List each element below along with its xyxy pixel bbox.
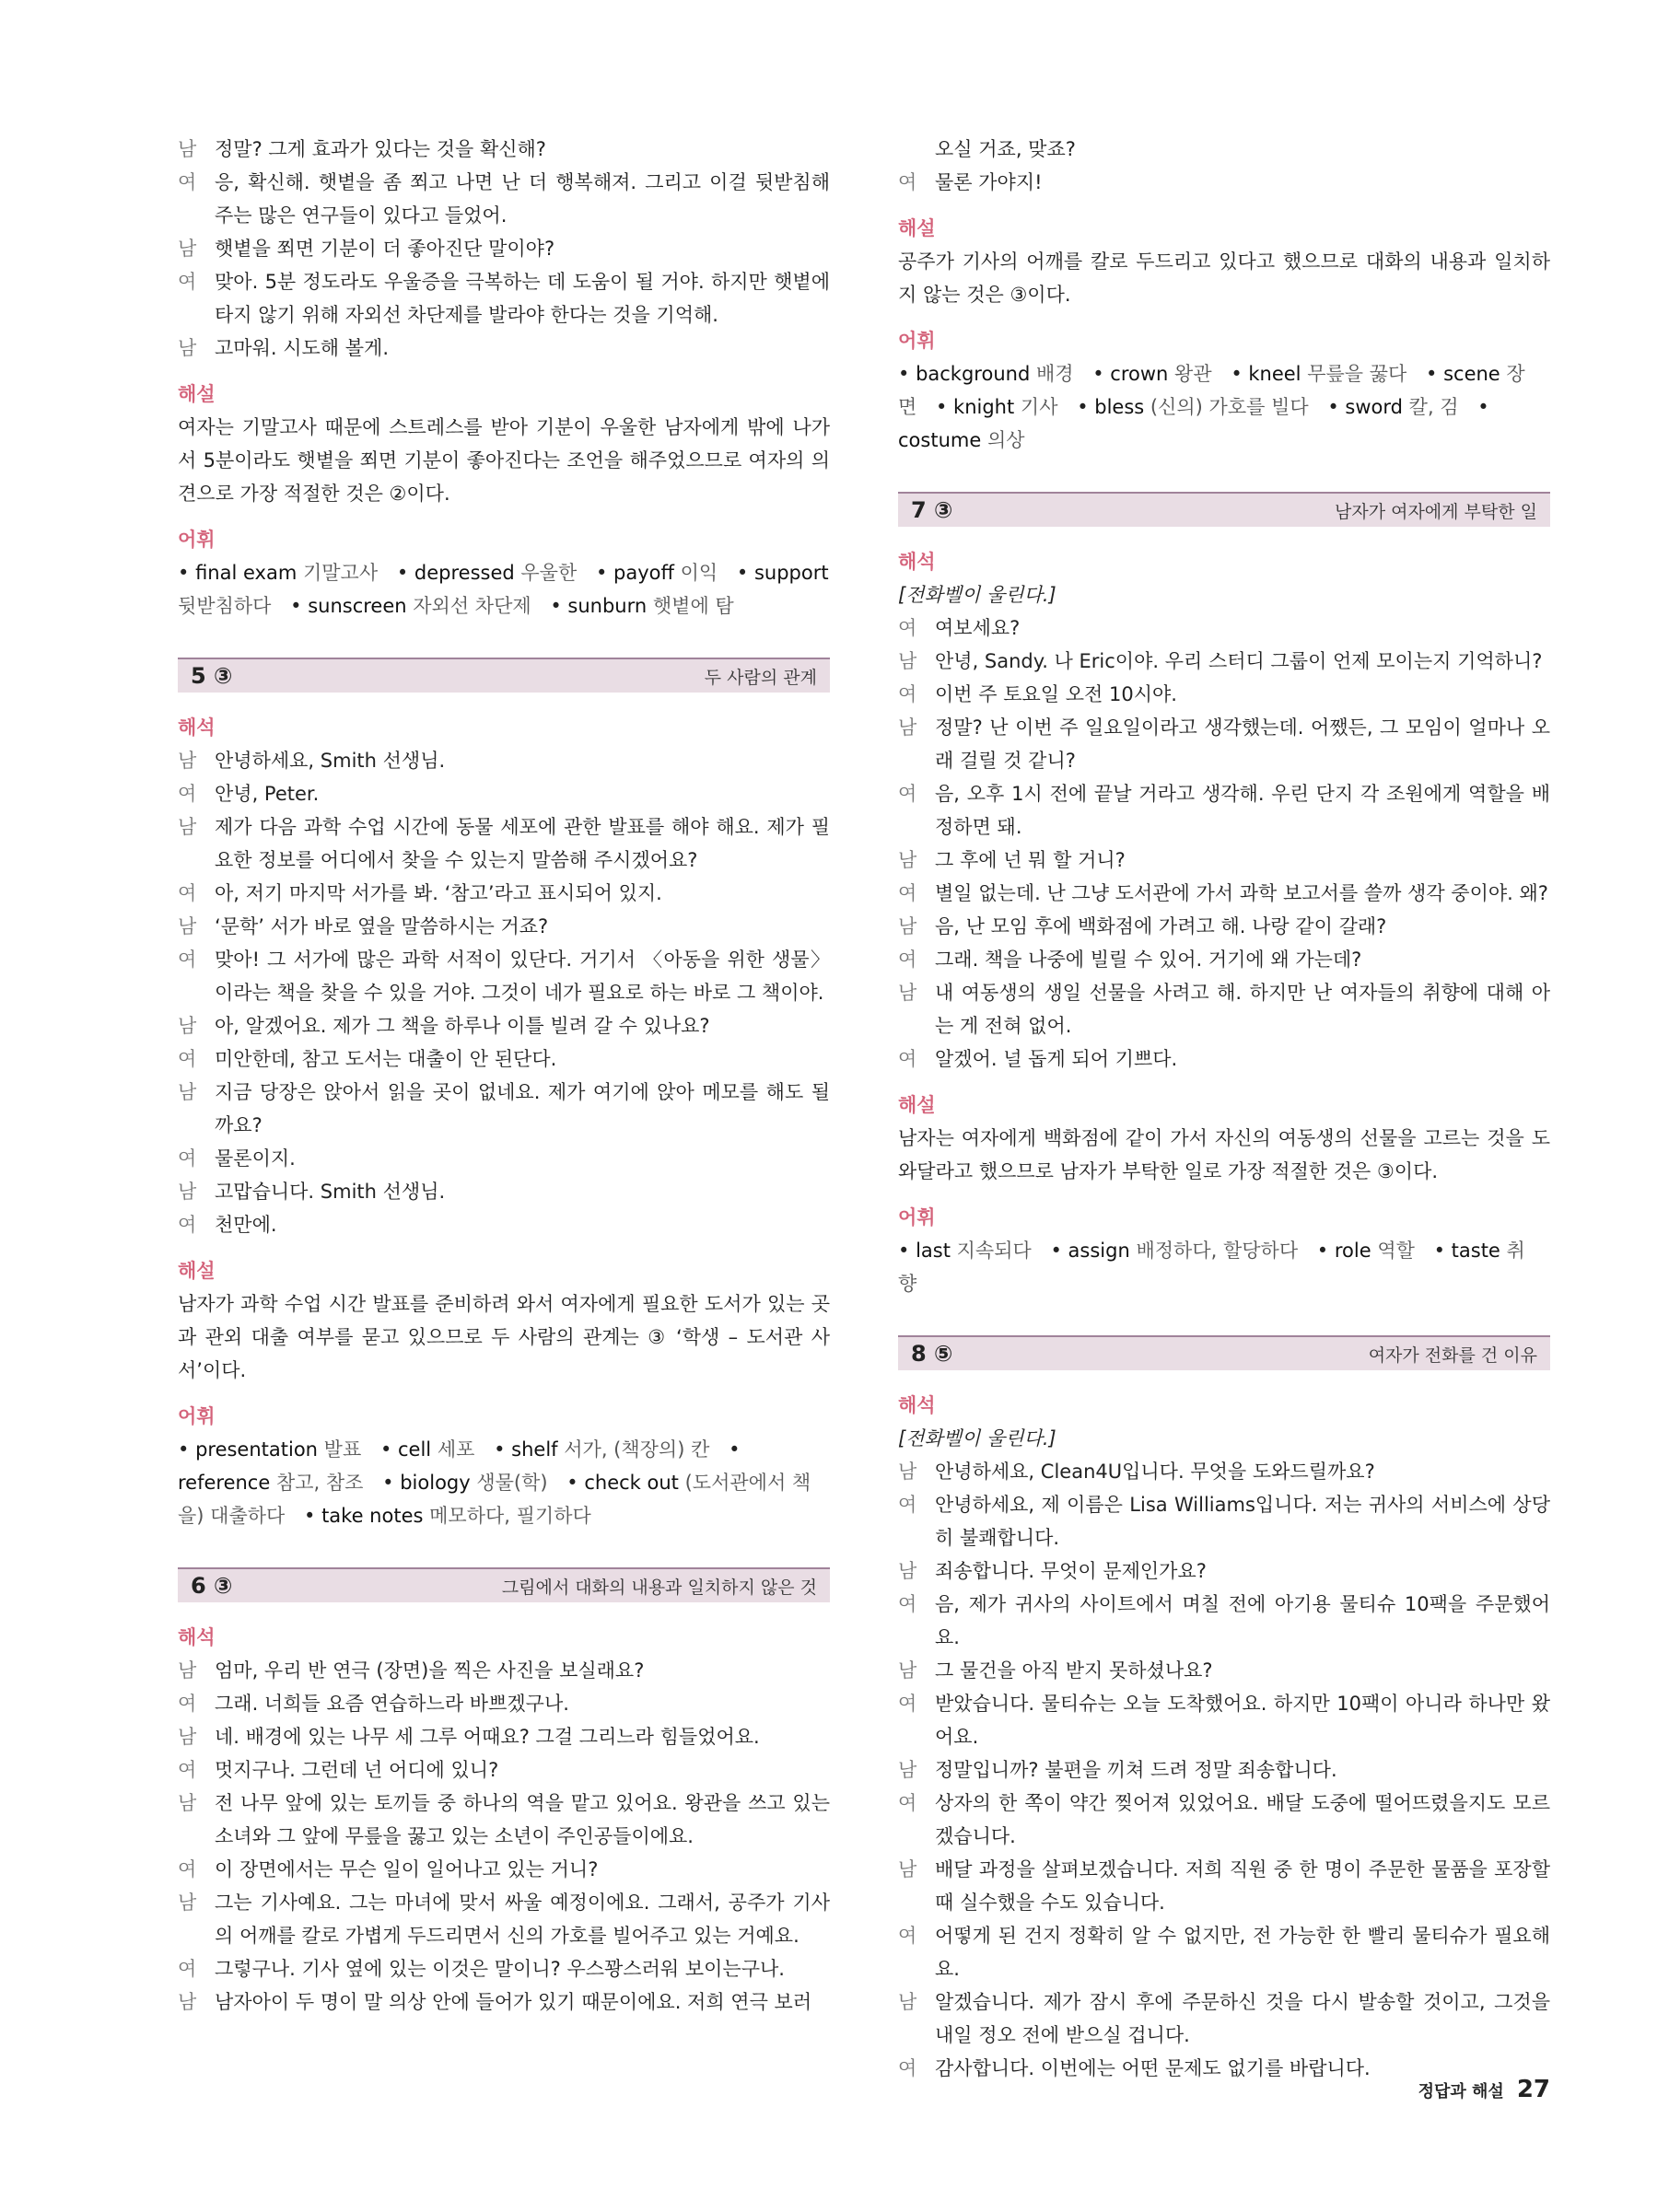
speaker-label: 남 (898, 849, 917, 871)
vocab-item (898, 1240, 1032, 1262)
vocab-english: cell (398, 1438, 432, 1461)
speaker-label: 남 (898, 1461, 917, 1483)
dialogue-text: 알겠어. 널 돕게 되어 기쁘다. (935, 1048, 1178, 1070)
dialogue-line (898, 1488, 1550, 1554)
section-6-explanation-label: 해설 (898, 217, 936, 239)
dialogue-text: 멋지구나. 그런데 넌 어디에 있니? (215, 1759, 499, 1781)
vocab-item (1092, 363, 1211, 385)
section-5-explanation: 남자가 과학 수업 시간 발표를 준비하려 와서 여자에게 필요한 도서가 있는 곳과 관외 대출 여부를 묻고 있으므로 두 사람의 관계는 ③ ‘학생 – 도서관 사서’이다. (178, 1293, 830, 1381)
vocab-english: support (753, 562, 829, 584)
vocab-english: role (1334, 1240, 1371, 1262)
dialogue-text: 네. 배경에 있는 나무 세 그루 어때요? 그걸 그리느라 힘들었어요. (215, 1726, 760, 1748)
dialogue-text: ‘문학’ 서가 바로 옆을 말씀하시는 거죠? (215, 915, 549, 937)
dialogue-text: 그 후에 넌 뭐 할 거니? (935, 849, 1126, 871)
section-6-explanation: 공주가 기사의 어깨를 칼로 두드리고 있다고 했으므로 대화의 내용과 일치하지 않는 것은 ③이다. (898, 250, 1550, 306)
dialogue-line (178, 910, 830, 943)
bullet-icon: • (494, 1438, 512, 1461)
vocab-english: kneel (1248, 363, 1301, 385)
vocab-english: last (916, 1240, 951, 1262)
bullet-icon: • (379, 1438, 398, 1461)
dialogue-line (898, 943, 1550, 976)
vocab-english: sunburn (567, 595, 648, 617)
vocab-item (1231, 363, 1406, 385)
vocab-english: background (916, 363, 1031, 385)
section-6-dialogue-continued: 오실 거죠, 맞죠? (935, 138, 1076, 160)
vocab-korean: 역할 (1377, 1240, 1415, 1262)
vocab-english: depressed (414, 562, 515, 584)
bullet-icon: • (1477, 396, 1489, 418)
dialogue-line (898, 711, 1550, 777)
speaker-label: 남 (178, 238, 197, 260)
section-4-dialogue (178, 133, 830, 365)
dialogue-text: 지금 당장은 앉아서 읽을 곳이 없네요. 제가 여기에 앉아 메모를 해도 될까요? (215, 1081, 830, 1136)
speaker-label: 여 (898, 949, 917, 971)
dialogue-text: 음, 난 모임 후에 백화점에 가려고 해. 나랑 같이 갈래? (935, 915, 1387, 937)
section-7-translation-label: 해석 (898, 551, 936, 573)
vocab-korean: 기말고사 (302, 562, 379, 584)
vocab-english: final exam (195, 562, 298, 584)
dialogue-text: 응, 확신해. 햇볕을 좀 쬐고 나면 난 더 행복해져. 그리고 이걸 뒷받침해 주는 많은 연구들이 있다고 들었어. (215, 171, 830, 227)
speaker-label: 남 (898, 1858, 917, 1880)
dialogue-text: 이 장면에서는 무슨 일이 일어나고 있는 거니? (215, 1858, 599, 1880)
dialogue-line (898, 910, 1550, 943)
speaker-label: 여 (178, 1147, 197, 1170)
dialogue-text: 안녕, Sandy. 나 Eric이야. 우리 스터디 그룹이 언제 모이는지 기억하니? (935, 650, 1543, 672)
vocab-korean: 왕관 (1174, 363, 1212, 385)
speaker-label: 남 (178, 1726, 197, 1748)
dialogue-text: 물론이지. (215, 1147, 296, 1170)
section-7-explanation: 남자는 여자에게 백화점에 같이 가서 자신의 여동생의 선물을 고르는 것을 도와달라고 했으므로 남자가 부탁한 일로 가장 적절한 것은 ③이다. (898, 1127, 1550, 1182)
vocab-korean: (신의) 가호를 빌다 (1150, 396, 1309, 418)
dialogue-text: 남자아이 두 명이 말 의상 안에 들어가 있기 때문이에요. 저희 연극 보러 (215, 1991, 812, 2013)
dialogue-line (178, 1076, 830, 1142)
vocab-korean: 장면 (898, 363, 1525, 418)
section-7-vocab-label: 어휘 (898, 1206, 936, 1228)
vocab-item (596, 562, 718, 584)
dialogue-line (898, 166, 1550, 199)
dialogue-text: 상자의 한 쪽이 약간 찢어져 있었어요. 배달 도중에 떨어뜨렸을지도 모르겠습니다. (935, 1792, 1550, 1847)
section-7-explanation-label: 해설 (898, 1094, 936, 1116)
vocab-korean: 햇볕에 탐 (652, 595, 734, 617)
section-6-number: 6 ③ (191, 1573, 233, 1599)
dialogue-line (898, 1787, 1550, 1853)
speaker-label: 남 (178, 1181, 197, 1203)
speaker-label: 여 (898, 1593, 917, 1615)
speaker-label: 남 (178, 138, 197, 160)
section-7-title: 남자가 여자에게 부탁한 일 (1334, 501, 1537, 522)
vocab-korean: 취향 (898, 1240, 1525, 1295)
bullet-icon: • (595, 562, 613, 584)
dialogue-line (898, 611, 1550, 645)
section-5-title: 두 사람의 관계 (704, 667, 817, 688)
section-7-dialogue (898, 611, 1550, 1076)
section-7-number: 7 ③ (911, 497, 953, 523)
vocab-korean: 이익 (680, 562, 718, 584)
dialogue-line (898, 1554, 1550, 1588)
dialogue-line (178, 1009, 830, 1042)
section-4-explanation: 여자는 기말고사 때문에 스트레스를 받아 기분이 우울한 남자에게 밖에 나가서 5분이라도 햇볕을 쬐면 기분이 좋아진다는 조언을 해주었으므로 여자의 의견으로 가장 적절한 것은 ②이다. (178, 416, 830, 505)
section-5-number: 5 ③ (191, 663, 233, 689)
speaker-label: 남 (898, 1759, 917, 1781)
vocab-item (936, 396, 1058, 418)
vocab-item (178, 562, 378, 584)
dialogue-line (178, 777, 830, 810)
vocab-korean: 의상 (986, 429, 1025, 451)
dialogue-text: 안녕하세요, Clean4U입니다. 무엇을 도와드릴까요? (935, 1461, 1375, 1483)
vocab-korean: 서가, (책장의) 칸 (564, 1438, 710, 1461)
dialogue-text: 이번 주 토요일 오전 10시야. (935, 683, 1177, 705)
section-7-stage-direction: [전화벨이 울린다.] (898, 584, 1056, 606)
speaker-label: 남 (898, 650, 917, 672)
bullet-icon: • (382, 1472, 401, 1494)
dialogue-line (178, 133, 830, 166)
dialogue-text: 음, 제가 귀사의 사이트에서 며칠 전에 아기용 물티슈 10팩을 주문했어요. (935, 1593, 1550, 1648)
section-6-dialogue (178, 1654, 830, 2019)
dialogue-text: 엄마, 우리 반 연극 (장면)을 찍은 사진을 보실래요? (215, 1659, 645, 1682)
vocab-item (494, 1438, 709, 1461)
vocab-english: take notes (321, 1505, 424, 1527)
vocab-english: payoff (613, 562, 674, 584)
vocab-english: reference (178, 1472, 271, 1494)
vocab-english: shelf (511, 1438, 558, 1461)
speaker-label: 여 (898, 1048, 917, 1070)
bullet-icon: • (898, 363, 916, 385)
speaker-label: 남 (898, 1659, 917, 1682)
speaker-label: 남 (898, 1560, 917, 1582)
bullet-icon: • (550, 595, 568, 617)
speaker-label: 여 (178, 1214, 197, 1236)
speaker-label: 여 (178, 171, 197, 193)
vocab-english: check out (584, 1472, 679, 1494)
page-number: 27 (1516, 2076, 1550, 2103)
dialogue-text: 미안한데, 참고 도서는 대출이 안 된단다. (215, 1048, 557, 1070)
section-5-explanation-label: 해설 (178, 1260, 216, 1282)
dialogue-text: 전 나무 앞에 있는 토끼들 중 하나의 역을 맡고 있어요. 왕관을 쓰고 있는 소녀와 그 앞에 무릎을 꿇고 있는 소년이 주인공들이에요. (215, 1792, 830, 1847)
dialogue-line (898, 777, 1550, 844)
vocab-item (380, 1438, 474, 1461)
vocab-korean: 무릎을 꿇다 (1307, 363, 1407, 385)
dialogue-line (898, 976, 1550, 1042)
vocab-english: knight (953, 396, 1015, 418)
speaker-label: 여 (178, 949, 197, 971)
section-5-vocab (178, 1433, 830, 1532)
vocab-korean: 메모하다, 필기하다 (429, 1505, 591, 1527)
vocab-english: biology (400, 1472, 471, 1494)
vocab-english: taste (1451, 1240, 1500, 1262)
vocab-korean: 배정하다, 할당하다 (1136, 1240, 1299, 1262)
dialogue-text: 죄송합니다. 무엇이 문제인가요? (935, 1560, 1207, 1582)
dialogue-line (178, 877, 830, 910)
dialogue-line (178, 1654, 830, 1687)
speaker-label: 여 (898, 1693, 917, 1715)
dialogue-text: 맞아! 그 서가에 많은 과학 서적이 있단다. 거기서 〈아동을 위한 생물〉이라는 책을 찾을 수 있을 거야. 그것이 네가 필요로 하는 바로 그 책이야. (215, 949, 830, 1004)
bullet-icon: • (1426, 363, 1444, 385)
dialogue-text: 그렇구나. 기사 옆에 있는 이것은 말이니? 우스꽝스러워 보이는구나. (215, 1958, 785, 1980)
speaker-label: 여 (178, 1759, 197, 1781)
bullet-icon: • (1316, 1240, 1335, 1262)
vocab-korean: 칼, 검 (1408, 396, 1459, 418)
dialogue-line (898, 1042, 1550, 1076)
dialogue-line (178, 1787, 830, 1853)
dialogue-text: 감사합니다. 이번에는 어떤 문제도 없기를 바랍니다. (935, 2057, 1371, 2079)
speaker-label: 남 (178, 915, 197, 937)
vocab-item (1317, 1240, 1415, 1262)
section-6-vocab-label: 어휘 (898, 330, 936, 352)
vocab-item (304, 1505, 591, 1527)
dialogue-text: 안녕, Peter. (215, 783, 320, 805)
bullet-icon: • (178, 562, 196, 584)
dialogue-line (178, 1985, 830, 2019)
dialogue-text: 안녕하세요, 제 이름은 Lisa Williams입니다. 저는 귀사의 서비스에 상당히 불쾌합니다. (935, 1494, 1550, 1549)
section-4-explanation-label: 해설 (178, 383, 216, 405)
vocab-korean: 우울한 (520, 562, 578, 584)
speaker-label: 여 (178, 1858, 197, 1880)
dialogue-line (178, 1142, 830, 1175)
page-footer (1418, 2076, 1550, 2103)
dialogue-text: 아, 저기 마지막 서가를 봐. ‘참고’라고 표시되어 있지. (215, 882, 662, 904)
bullet-icon: • (736, 562, 754, 584)
left-column (178, 133, 830, 2019)
right-column (898, 133, 1550, 2085)
dialogue-line (898, 877, 1550, 910)
bullet-icon: • (290, 595, 309, 617)
vocab-korean: 뒷받침하다 (178, 595, 272, 617)
vocab-korean: 발표 (323, 1438, 362, 1461)
vocab-korean: 참고, 참조 (275, 1472, 364, 1494)
bullet-icon: • (729, 1438, 741, 1461)
dialogue-text: 고맙습니다. Smith 선생님. (215, 1181, 446, 1203)
dialogue-line (898, 1753, 1550, 1787)
vocab-english: presentation (195, 1438, 318, 1461)
vocab-korean: 배경 (1035, 363, 1074, 385)
dialogue-line (898, 844, 1550, 877)
dialogue-text: 천만에. (215, 1214, 277, 1236)
vocab-english: sunscreen (308, 595, 407, 617)
bullet-icon: • (1433, 1240, 1452, 1262)
section-5-header (178, 658, 830, 693)
section-8-title: 여자가 전화를 건 이유 (1368, 1345, 1537, 1366)
dialogue-line (178, 1042, 830, 1076)
vocab-item (898, 363, 1074, 385)
speaker-label: 여 (178, 1958, 197, 1980)
dialogue-line (178, 1753, 830, 1787)
dialogue-line (898, 1455, 1550, 1488)
vocab-english: bless (1094, 396, 1145, 418)
dialogue-line (178, 1853, 830, 1886)
dialogue-text: 여보세요? (935, 617, 1021, 639)
vocab-english: crown (1110, 363, 1169, 385)
dialogue-text: 별일 없는데. 난 그냥 도서관에 가서 과학 보고서를 쓸까 생각 중이야. 왜? (935, 882, 1548, 904)
vocab-korean: 지속되다 (956, 1240, 1032, 1262)
dialogue-text: 고마워. 시도해 볼게. (215, 337, 389, 359)
dialogue-line (898, 1919, 1550, 1985)
section-8-number: 8 ⑤ (911, 1341, 953, 1367)
dialogue-line (178, 1720, 830, 1753)
speaker-label: 남 (178, 1015, 197, 1037)
speaker-label: 여 (178, 882, 197, 904)
dialogue-text: 맞아. 5분 정도라도 우울증을 극복하는 데 도움이 될 거야. 하지만 햇볕에 타지 않기 위해 자외선 차단제를 발라야 한다는 것을 기억해. (215, 271, 830, 326)
dialogue-text: 햇볕을 쬐면 기분이 더 좋아진단 말이야? (215, 238, 555, 260)
dialogue-line (898, 645, 1550, 678)
dialogue-line (178, 1208, 830, 1241)
dialogue-line (178, 810, 830, 877)
speaker-label: 남 (898, 716, 917, 739)
bullet-icon: • (1050, 1240, 1068, 1262)
section-4-vocab (178, 556, 830, 623)
dialogue-text: 내 여동생의 생일 선물을 사려고 해. 하지만 난 여자들의 취향에 대해 아는 게 전혀 없어. (935, 982, 1550, 1037)
section-8-stage-direction: [전화벨이 울린다.] (898, 1427, 1056, 1449)
speaker-label: 남 (178, 1081, 197, 1103)
dialogue-line (178, 1952, 830, 1985)
dialogue-text: 그래. 너희들 요즘 연습하느라 바쁘겠구나. (215, 1693, 569, 1715)
dialogue-line (178, 744, 830, 777)
speaker-label: 남 (178, 1659, 197, 1682)
dialogue-text: 물론 가야지! (935, 171, 1043, 193)
bullet-icon: • (1327, 396, 1346, 418)
dialogue-line (898, 1853, 1550, 1919)
section-8-dialogue (898, 1455, 1550, 2085)
bullet-icon: • (566, 1472, 585, 1494)
dialogue-line (178, 943, 830, 1009)
vocab-english: scene (1443, 363, 1500, 385)
speaker-label: 남 (898, 982, 917, 1004)
dialogue-text: 정말? 그게 효과가 있다는 것을 확신해? (215, 138, 546, 160)
section-8-header (898, 1335, 1550, 1370)
dialogue-line (898, 1654, 1550, 1687)
section-5-dialogue (178, 744, 830, 1241)
section-5-vocab-label: 어휘 (178, 1405, 216, 1427)
dialogue-text: 음, 오후 1시 전에 끝날 거라고 생각해. 우린 단지 각 조원에게 역할을 배정하면 돼. (935, 783, 1550, 838)
dialogue-text: 어떻게 된 건지 정확히 알 수 없지만, 전 가능한 한 빨리 물티슈가 필요해요. (935, 1925, 1550, 1980)
footer-label: 정답과 해설 (1418, 2082, 1504, 2101)
bullet-icon: • (935, 396, 954, 418)
dialogue-text: 배달 과정을 살펴보겠습니다. 저희 직원 중 한 명이 주문한 물품을 포장할 때 실수했을 수도 있습니다. (935, 1858, 1550, 1914)
vocab-item (1050, 1240, 1298, 1262)
bullet-icon: • (178, 1438, 196, 1461)
dialogue-line (178, 232, 830, 265)
bullet-icon: • (1092, 363, 1111, 385)
vocab-item (1077, 396, 1308, 418)
speaker-label: 남 (178, 750, 197, 772)
section-6-header (178, 1567, 830, 1602)
vocab-english: costume (898, 429, 982, 451)
vocab-english: assign (1068, 1240, 1130, 1262)
dialogue-line (178, 265, 830, 332)
vocab-item (1327, 396, 1458, 418)
bullet-icon: • (1077, 396, 1095, 418)
dialogue-text: 정말입니까? 불편을 끼쳐 드려 정말 죄송합니다. (935, 1759, 1337, 1781)
section-4-vocab-label: 어휘 (178, 529, 216, 551)
speaker-label: 여 (898, 1494, 917, 1516)
dialogue-text: 알겠습니다. 제가 잠시 후에 주문하신 것을 다시 발송할 것이고, 그것을 내일 정오 전에 받으실 겁니다. (935, 1991, 1550, 2046)
section-6-translation-label: 해석 (178, 1626, 216, 1648)
speaker-label: 남 (178, 1991, 197, 2013)
bullet-icon: • (396, 562, 414, 584)
section-7-header (898, 492, 1550, 527)
dialogue-text: 안녕하세요, Smith 선생님. (215, 750, 446, 772)
section-5-translation-label: 해석 (178, 716, 216, 739)
dialogue-line (178, 1687, 830, 1720)
vocab-item (382, 1472, 547, 1494)
section-6-vocab (898, 357, 1550, 457)
bullet-icon: • (1231, 363, 1249, 385)
speaker-label: 여 (178, 1048, 197, 1070)
speaker-label: 여 (898, 1792, 917, 1814)
speaker-label: 남 (178, 1792, 197, 1814)
bullet-icon: • (898, 1240, 916, 1262)
vocab-item (290, 595, 531, 617)
speaker-label: 여 (898, 617, 917, 639)
dialogue-line (898, 1588, 1550, 1654)
vocab-english: sword (1345, 396, 1403, 418)
dialogue-text: 제가 다음 과학 수업 시간에 동물 세포에 관한 발표를 해야 해요. 제가 필요한 정보를 어디에서 찾을 수 있는지 말씀해 주시겠어요? (215, 816, 830, 871)
dialogue-line (178, 166, 830, 232)
dialogue-text: 그 물건을 아직 받지 못하셨나요? (935, 1659, 1213, 1682)
dialogue-text: 정말? 난 이번 주 일요일이라고 생각했는데. 어쨌든, 그 모임이 얼마나 오래 걸릴 것 같니? (935, 716, 1550, 772)
vocab-item (550, 595, 733, 617)
dialogue-line (178, 1175, 830, 1208)
dialogue-text: 그는 기사예요. 그는 마녀에 맞서 싸울 예정이에요. 그래서, 공주가 기사의 어깨를 칼로 가볍게 두드리면서 신의 가호를 빌어주고 있는 거예요. (215, 1892, 830, 1947)
speaker-label: 여 (898, 683, 917, 705)
vocab-korean: 기사 (1020, 396, 1058, 418)
speaker-label: 남 (178, 337, 197, 359)
dialogue-line (898, 1687, 1550, 1753)
speaker-label: 남 (178, 816, 197, 838)
vocab-korean: 생물(학) (476, 1472, 548, 1494)
vocab-korean: 세포 (437, 1438, 475, 1461)
dialogue-text: 아, 알겠어요. 제가 그 책을 하루나 이틀 빌려 갈 수 있나요? (215, 1015, 710, 1037)
section-6-title: 그림에서 대화의 내용과 일치하지 않은 것 (501, 1577, 817, 1598)
speaker-label: 여 (898, 1925, 917, 1947)
speaker-label: 여 (898, 2057, 917, 2079)
section-8-translation-label: 해석 (898, 1394, 936, 1416)
speaker-label: 여 (898, 171, 917, 193)
bullet-icon: • (304, 1505, 322, 1527)
dialogue-line (898, 678, 1550, 711)
vocab-korean: (도서관에서 책을) 대출하다 (178, 1472, 811, 1527)
speaker-label: 여 (178, 271, 197, 293)
section-7-vocab (898, 1234, 1550, 1300)
dialogue-line (178, 1886, 830, 1952)
speaker-label: 여 (178, 783, 197, 805)
speaker-label: 남 (898, 915, 917, 937)
dialogue-line (178, 332, 830, 365)
speaker-label: 남 (898, 1991, 917, 2013)
dialogue-text: 받았습니다. 물티슈는 오늘 도착했어요. 하지만 10팩이 아니라 하나만 왔어요. (935, 1693, 1550, 1748)
dialogue-text: 그래. 책을 나중에 빌릴 수 있어. 거기에 왜 가는데? (935, 949, 1362, 971)
speaker-label: 남 (178, 1892, 197, 1914)
speaker-label: 여 (178, 1693, 197, 1715)
dialogue-line (898, 1985, 1550, 2052)
vocab-korean: 자외선 차단제 (413, 595, 531, 617)
vocab-item (397, 562, 577, 584)
speaker-label: 여 (898, 783, 917, 805)
vocab-item (178, 1438, 361, 1461)
speaker-label: 여 (898, 882, 917, 904)
